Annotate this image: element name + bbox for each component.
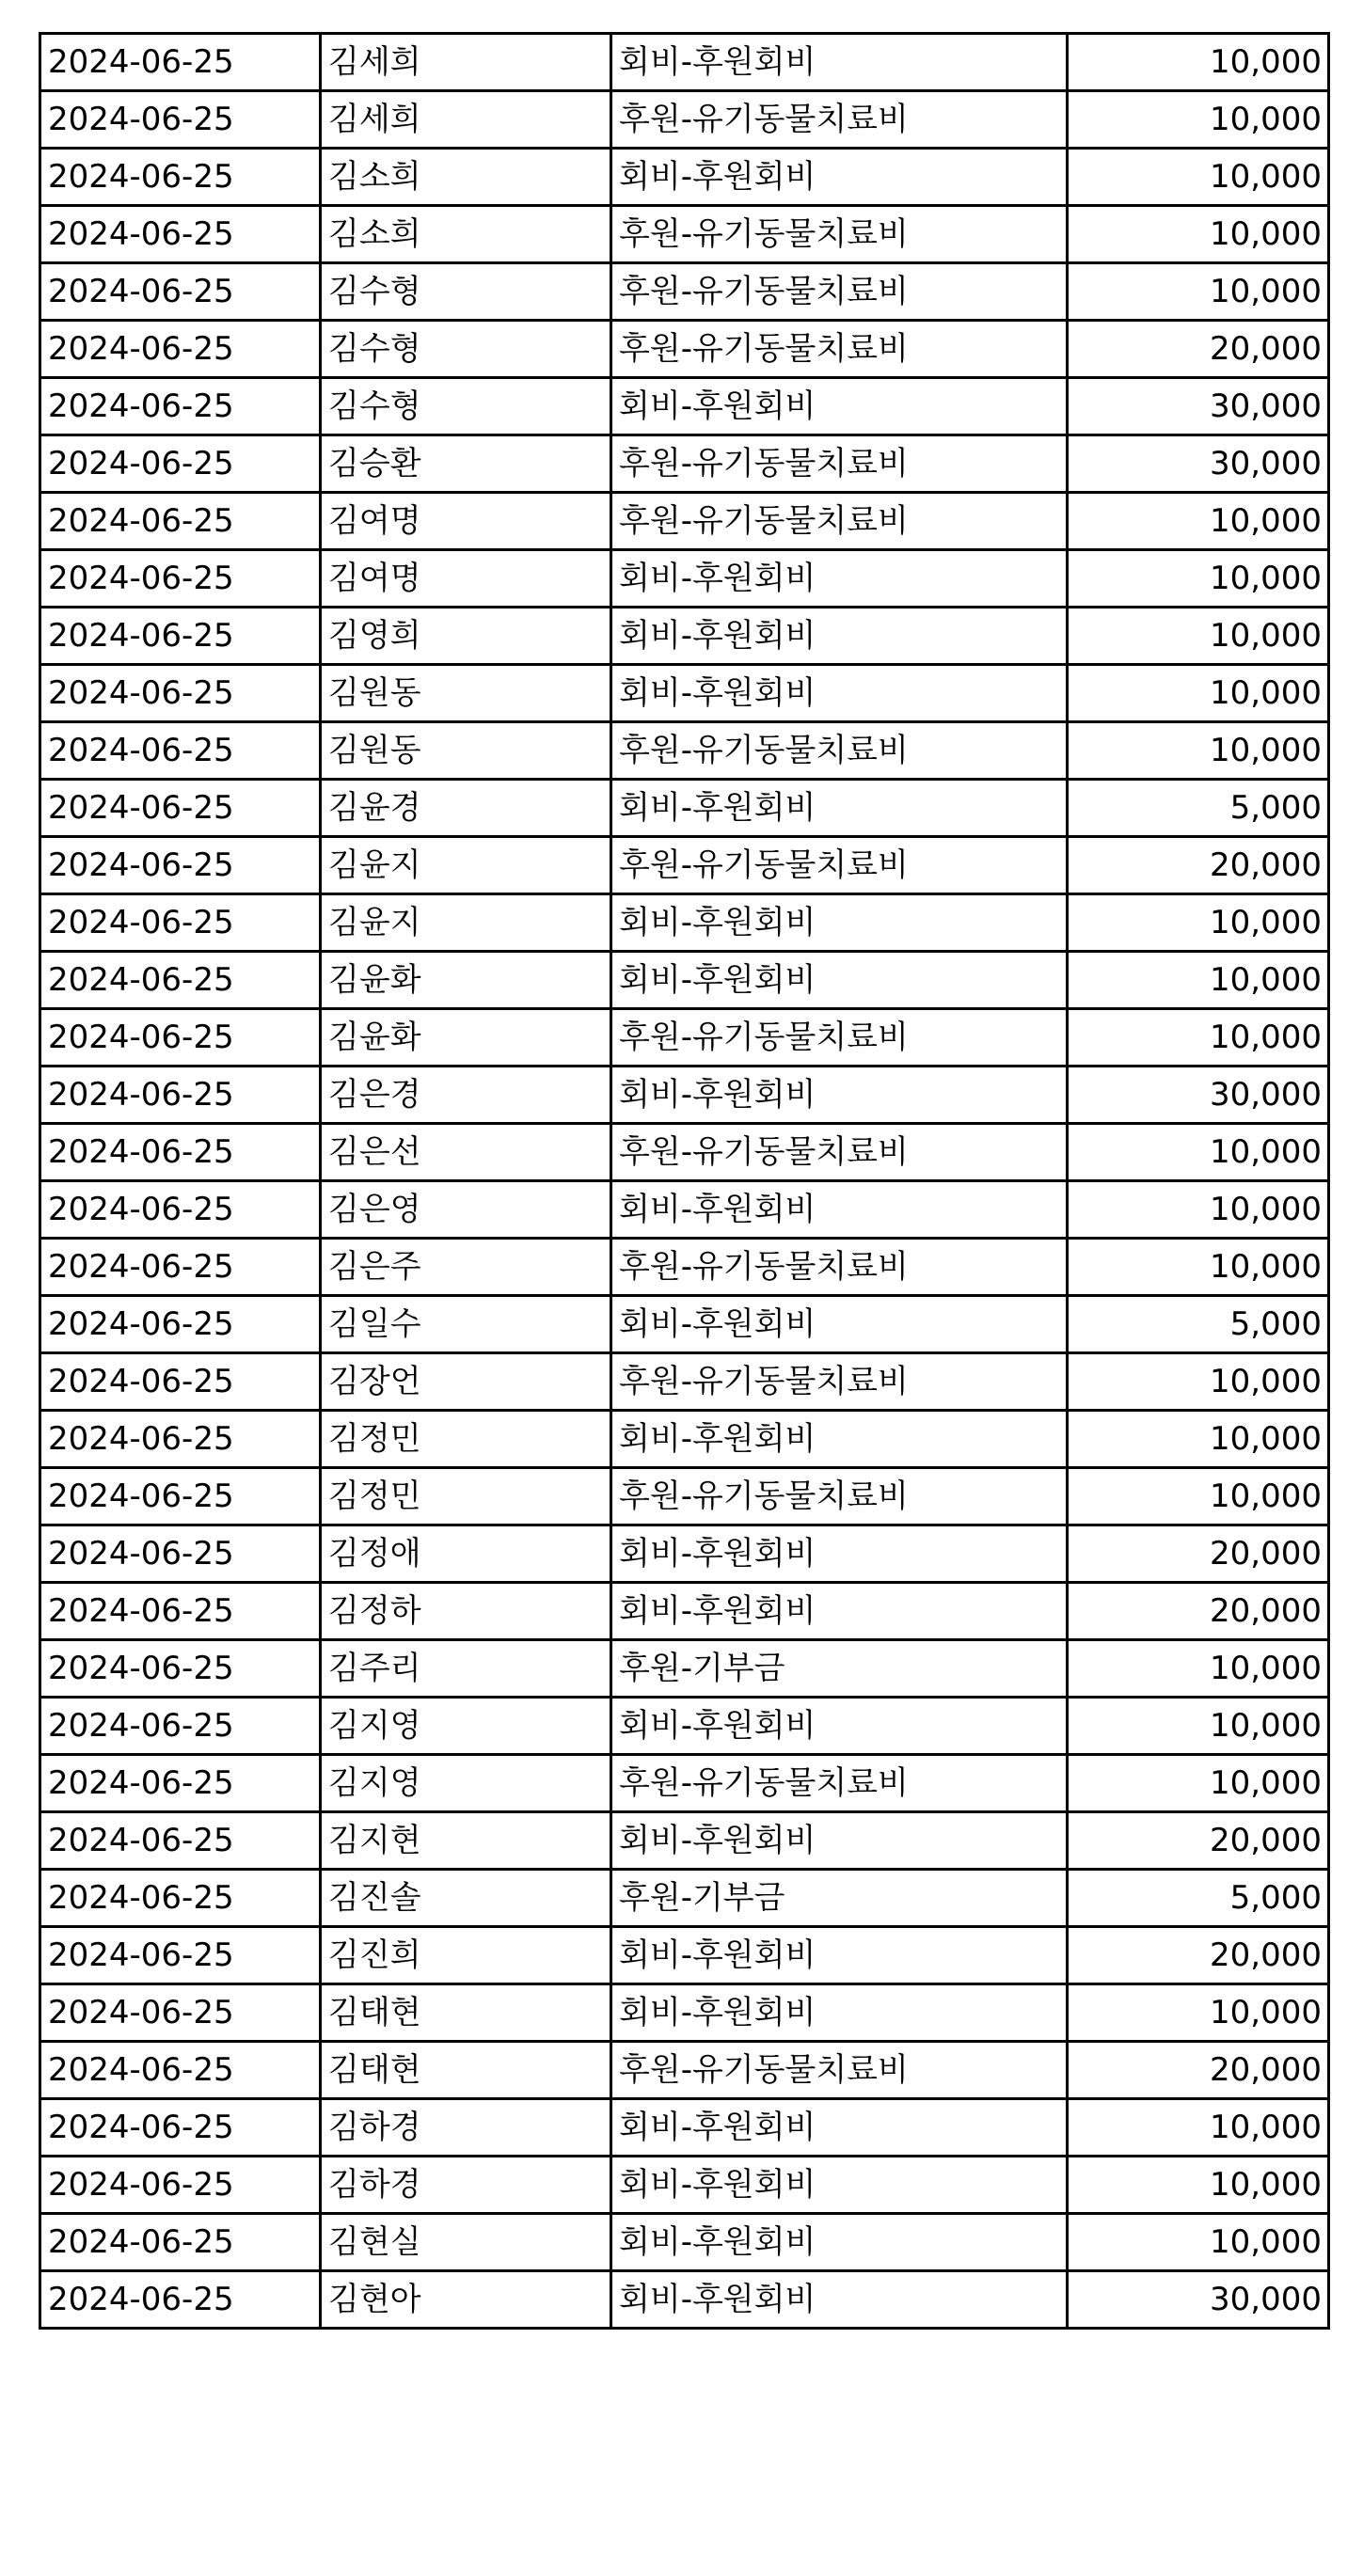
donor-name-cell: 김현아 [321,2271,611,2329]
donor-name-cell: 김세희 [321,34,611,91]
donor-name-cell: 김현실 [321,2214,611,2271]
category-cell: 회비-후원회비 [611,1181,1068,1239]
category-cell: 후원-유기동물치료비 [611,263,1068,321]
table-row [40,2214,1329,2271]
category-cell: 후원-기부금 [611,1870,1068,1927]
amount-cell: 20,000 [1068,321,1329,378]
amount-cell: 5,000 [1068,780,1329,837]
amount-cell: 20,000 [1068,1583,1329,1640]
amount-cell: 10,000 [1068,1411,1329,1468]
table-row [40,1124,1329,1181]
table-row [40,2099,1329,2157]
date-cell: 2024-06-25 [40,2042,321,2099]
category-cell: 후원-유기동물치료비 [611,722,1068,780]
amount-cell: 10,000 [1068,550,1329,608]
table-row [40,91,1329,149]
date-cell: 2024-06-25 [40,608,321,665]
donor-name-cell: 김여명 [321,550,611,608]
table-row [40,780,1329,837]
table-row [40,1353,1329,1411]
table-row [40,1525,1329,1583]
date-cell: 2024-06-25 [40,1124,321,1181]
table-row [40,837,1329,894]
amount-cell: 10,000 [1068,206,1329,263]
category-cell: 회비-후원회비 [611,550,1068,608]
table-row [40,2271,1329,2329]
category-cell: 회비-후원회비 [611,1067,1068,1124]
date-cell: 2024-06-25 [40,435,321,493]
date-cell: 2024-06-25 [40,1583,321,1640]
amount-cell: 20,000 [1068,1525,1329,1583]
amount-cell: 30,000 [1068,378,1329,435]
donor-name-cell: 김원동 [321,665,611,722]
donor-name-cell: 김지영 [321,1755,611,1812]
date-cell: 2024-06-25 [40,1411,321,1468]
donor-name-cell: 김일수 [321,1296,611,1353]
donor-name-cell: 김윤지 [321,837,611,894]
amount-cell: 30,000 [1068,2271,1329,2329]
table-row [40,263,1329,321]
amount-cell: 10,000 [1068,1468,1329,1525]
date-cell: 2024-06-25 [40,1239,321,1296]
amount-cell: 10,000 [1068,1181,1329,1239]
date-cell: 2024-06-25 [40,2099,321,2157]
amount-cell: 20,000 [1068,1812,1329,1870]
table-row [40,378,1329,435]
table-row [40,1984,1329,2042]
amount-cell: 10,000 [1068,1009,1329,1067]
donor-name-cell: 김윤화 [321,952,611,1009]
table-row [40,2157,1329,2214]
date-cell: 2024-06-25 [40,378,321,435]
category-cell: 회비-후원회비 [611,34,1068,91]
date-cell: 2024-06-25 [40,780,321,837]
category-cell: 회비-후원회비 [611,1525,1068,1583]
category-cell: 회비-후원회비 [611,665,1068,722]
date-cell: 2024-06-25 [40,91,321,149]
table-row [40,1698,1329,1755]
donor-name-cell: 김하경 [321,2157,611,2214]
amount-cell: 10,000 [1068,1239,1329,1296]
donor-name-cell: 김윤경 [321,780,611,837]
donor-name-cell: 김은선 [321,1124,611,1181]
category-cell: 후원-유기동물치료비 [611,1755,1068,1812]
category-cell: 회비-후원회비 [611,2099,1068,2157]
donor-name-cell: 김은주 [321,1239,611,1296]
amount-cell: 10,000 [1068,34,1329,91]
table-row [40,2042,1329,2099]
table-row [40,1296,1329,1353]
category-cell: 회비-후원회비 [611,1698,1068,1755]
date-cell: 2024-06-25 [40,1870,321,1927]
amount-cell: 10,000 [1068,952,1329,1009]
amount-cell: 10,000 [1068,1698,1329,1755]
table-row [40,1468,1329,1525]
date-cell: 2024-06-25 [40,1296,321,1353]
table-row [40,435,1329,493]
table-row [40,1870,1329,1927]
category-cell: 회비-후원회비 [611,1812,1068,1870]
date-cell: 2024-06-25 [40,321,321,378]
category-cell: 후원-유기동물치료비 [611,206,1068,263]
table-row [40,149,1329,206]
amount-cell: 10,000 [1068,722,1329,780]
category-cell: 회비-후원회비 [611,780,1068,837]
category-cell: 회비-후원회비 [611,1411,1068,1468]
amount-cell: 10,000 [1068,1755,1329,1812]
category-cell: 회비-후원회비 [611,149,1068,206]
table-row [40,894,1329,952]
amount-cell: 10,000 [1068,91,1329,149]
table-row [40,722,1329,780]
date-cell: 2024-06-25 [40,665,321,722]
date-cell: 2024-06-25 [40,149,321,206]
date-cell: 2024-06-25 [40,894,321,952]
donor-name-cell: 김은영 [321,1181,611,1239]
table-row [40,1583,1329,1640]
donor-name-cell: 김수형 [321,321,611,378]
date-cell: 2024-06-25 [40,34,321,91]
table-row [40,1812,1329,1870]
table-row [40,34,1329,91]
donor-name-cell: 김소희 [321,206,611,263]
amount-cell: 30,000 [1068,435,1329,493]
category-cell: 회비-후원회비 [611,608,1068,665]
date-cell: 2024-06-25 [40,1009,321,1067]
date-cell: 2024-06-25 [40,1984,321,2042]
amount-cell: 20,000 [1068,2042,1329,2099]
donor-name-cell: 김지현 [321,1812,611,1870]
category-cell: 후원-유기동물치료비 [611,493,1068,550]
amount-cell: 5,000 [1068,1296,1329,1353]
category-cell: 후원-유기동물치료비 [611,91,1068,149]
category-cell: 회비-후원회비 [611,1984,1068,2042]
table-row [40,952,1329,1009]
table-row [40,1755,1329,1812]
date-cell: 2024-06-25 [40,1755,321,1812]
category-cell: 후원-유기동물치료비 [611,1353,1068,1411]
donor-name-cell: 김진희 [321,1927,611,1984]
category-cell: 회비-후원회비 [611,1583,1068,1640]
donor-name-cell: 김진솔 [321,1870,611,1927]
donor-name-cell: 김윤지 [321,894,611,952]
category-cell: 후원-유기동물치료비 [611,1009,1068,1067]
category-cell: 후원-유기동물치료비 [611,1239,1068,1296]
table-row [40,493,1329,550]
category-cell: 후원-유기동물치료비 [611,1124,1068,1181]
donor-name-cell: 김태현 [321,2042,611,2099]
date-cell: 2024-06-25 [40,1353,321,1411]
ledger-body [40,34,1329,2329]
date-cell: 2024-06-25 [40,206,321,263]
donor-name-cell: 김정민 [321,1411,611,1468]
date-cell: 2024-06-25 [40,1640,321,1698]
date-cell: 2024-06-25 [40,493,321,550]
table-row [40,1239,1329,1296]
category-cell: 회비-후원회비 [611,2214,1068,2271]
amount-cell: 10,000 [1068,1984,1329,2042]
category-cell: 후원-유기동물치료비 [611,435,1068,493]
donor-name-cell: 김승환 [321,435,611,493]
amount-cell: 30,000 [1068,1067,1329,1124]
amount-cell: 10,000 [1068,665,1329,722]
table-row [40,1009,1329,1067]
donor-name-cell: 김하경 [321,2099,611,2157]
date-cell: 2024-06-25 [40,2271,321,2329]
donor-name-cell: 김정애 [321,1525,611,1583]
amount-cell: 10,000 [1068,493,1329,550]
category-cell: 회비-후원회비 [611,2157,1068,2214]
amount-cell: 20,000 [1068,837,1329,894]
table-row [40,608,1329,665]
donor-name-cell: 김태현 [321,1984,611,2042]
donor-name-cell: 김장언 [321,1353,611,1411]
date-cell: 2024-06-25 [40,1525,321,1583]
table-row [40,1927,1329,1984]
amount-cell: 10,000 [1068,263,1329,321]
donor-name-cell: 김원동 [321,722,611,780]
category-cell: 후원-유기동물치료비 [611,1468,1068,1525]
category-cell: 회비-후원회비 [611,2271,1068,2329]
amount-cell: 10,000 [1068,2214,1329,2271]
table-row [40,550,1329,608]
donor-name-cell: 김수형 [321,263,611,321]
amount-cell: 10,000 [1068,608,1329,665]
category-cell: 회비-후원회비 [611,1927,1068,1984]
donor-name-cell: 김정민 [321,1468,611,1525]
table-row [40,1640,1329,1698]
date-cell: 2024-06-25 [40,1181,321,1239]
date-cell: 2024-06-25 [40,550,321,608]
category-cell: 후원-기부금 [611,1640,1068,1698]
amount-cell: 10,000 [1068,1640,1329,1698]
category-cell: 회비-후원회비 [611,378,1068,435]
date-cell: 2024-06-25 [40,1067,321,1124]
table-row [40,1181,1329,1239]
date-cell: 2024-06-25 [40,1468,321,1525]
category-cell: 후원-유기동물치료비 [611,837,1068,894]
amount-cell: 10,000 [1068,2157,1329,2214]
amount-cell: 10,000 [1068,149,1329,206]
date-cell: 2024-06-25 [40,263,321,321]
date-cell: 2024-06-25 [40,722,321,780]
date-cell: 2024-06-25 [40,837,321,894]
donor-name-cell: 김소희 [321,149,611,206]
category-cell: 후원-유기동물치료비 [611,2042,1068,2099]
donor-name-cell: 김세희 [321,91,611,149]
category-cell: 회비-후원회비 [611,894,1068,952]
table-row [40,665,1329,722]
donation-ledger-table [39,32,1330,2330]
donor-name-cell: 김여명 [321,493,611,550]
donor-name-cell: 김은경 [321,1067,611,1124]
donor-name-cell: 김정하 [321,1583,611,1640]
amount-cell: 5,000 [1068,1870,1329,1927]
date-cell: 2024-06-25 [40,1698,321,1755]
date-cell: 2024-06-25 [40,1812,321,1870]
amount-cell: 10,000 [1068,1124,1329,1181]
donor-name-cell: 김영희 [321,608,611,665]
category-cell: 회비-후원회비 [611,1296,1068,1353]
table-row [40,1411,1329,1468]
donor-name-cell: 김수형 [321,378,611,435]
donor-name-cell: 김주리 [321,1640,611,1698]
table-row [40,1067,1329,1124]
category-cell: 회비-후원회비 [611,952,1068,1009]
date-cell: 2024-06-25 [40,1927,321,1984]
category-cell: 후원-유기동물치료비 [611,321,1068,378]
donor-name-cell: 김지영 [321,1698,611,1755]
date-cell: 2024-06-25 [40,2214,321,2271]
amount-cell: 20,000 [1068,1927,1329,1984]
table-row [40,206,1329,263]
amount-cell: 10,000 [1068,2099,1329,2157]
amount-cell: 10,000 [1068,894,1329,952]
table-row [40,321,1329,378]
date-cell: 2024-06-25 [40,952,321,1009]
date-cell: 2024-06-25 [40,2157,321,2214]
donor-name-cell: 김윤화 [321,1009,611,1067]
amount-cell: 10,000 [1068,1353,1329,1411]
